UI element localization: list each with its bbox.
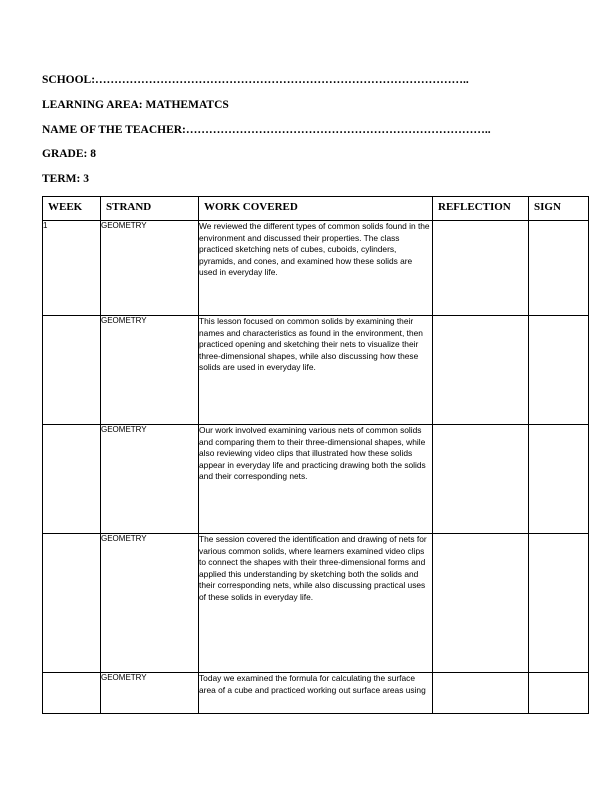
record-of-work-table (42, 196, 589, 714)
table-row (43, 673, 589, 714)
term-label: TERM: 3 (42, 173, 89, 185)
grade-label: GRADE: 8 (42, 148, 96, 160)
week-cell: 1 (43, 221, 101, 316)
reflection-cell (433, 534, 529, 673)
reflection-cell (433, 425, 529, 534)
teacher-name-field: NAME OF THE TEACHER:…………………………………………………………………….. (42, 124, 491, 136)
work-covered-cell: The session covered the identification and drawing of nets for various common solids, where learners examined video clips to connect the shapes with their three-dimensional forms and applied this understanding by sketching both the solids and their corresponding nets, while also discussing practical uses of these solids in everyday life. (199, 534, 433, 673)
column-header-reflection: REFLECTION (433, 197, 529, 221)
table-row (43, 425, 589, 534)
sign-cell (529, 316, 589, 425)
learning-area-label: LEARNING AREA: MATHEMATCS (42, 99, 229, 111)
strand-cell: GEOMETRY (101, 425, 199, 534)
column-header-sign: SIGN (529, 197, 589, 221)
sign-cell (529, 673, 589, 714)
week-cell (43, 673, 101, 714)
work-covered-cell: Our work involved examining various nets of common solids and comparing them to their three-dimensional shapes, while also reviewing video clips that illustrated how these solids appear in everyday life and practicing drawing both the solids and their corresponding nets. (199, 425, 433, 534)
strand-cell: GEOMETRY (101, 673, 199, 714)
sign-cell (529, 425, 589, 534)
week-cell (43, 425, 101, 534)
strand-cell: GEOMETRY (101, 316, 199, 425)
reflection-cell (433, 316, 529, 425)
sign-cell (529, 534, 589, 673)
table-row (43, 221, 589, 316)
column-header-work-covered: WORK COVERED (199, 197, 433, 221)
reflection-cell (433, 221, 529, 316)
table-row (43, 316, 589, 425)
strand-cell: GEOMETRY (101, 534, 199, 673)
work-covered-cell: We reviewed the different types of common solids found in the environment and discussed their properties. The class practiced sketching nets of cubes, cuboids, cylinders, pyramids, and cones, and examined how these solids are used in everyday life. (199, 221, 433, 316)
school-field: SCHOOL:…………………………………………………………………………………….. (42, 74, 469, 86)
table-header-row (43, 197, 589, 221)
work-covered-cell: This lesson focused on common solids by examining their names and characteristics as found in the environment, then practiced opening and sketching their nets to visualize their three-dimensional shapes, while also discussing how these solids are used in everyday life. (199, 316, 433, 425)
week-cell (43, 316, 101, 425)
work-covered-cell: Today we examined the formula for calculating the surface area of a cube and practiced working out surface areas using (199, 673, 433, 714)
week-cell (43, 534, 101, 673)
sign-cell (529, 221, 589, 316)
table-row (43, 534, 589, 673)
column-header-strand: STRAND (101, 197, 199, 221)
strand-cell: GEOMETRY (101, 221, 199, 316)
reflection-cell (433, 673, 529, 714)
column-header-week: WEEK (43, 197, 101, 221)
